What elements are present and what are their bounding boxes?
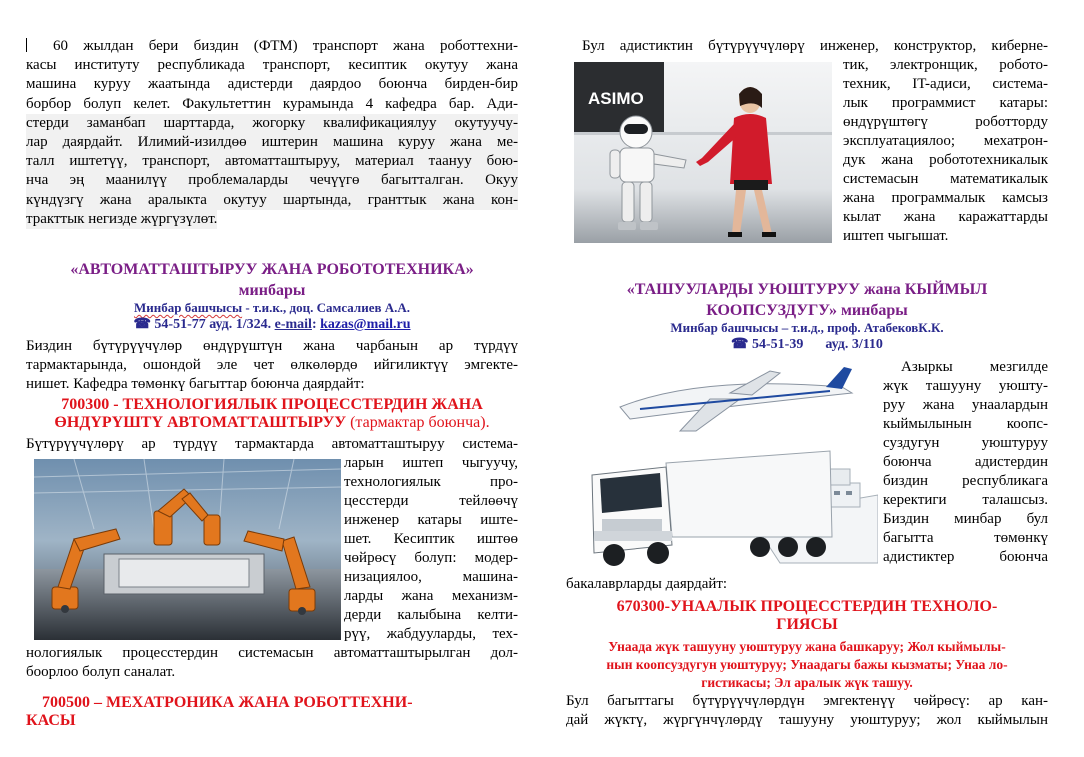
right-intro-side: [843, 56, 1048, 246]
transport-truck-plane-ship-image: [580, 367, 878, 575]
program2-heading: [26, 694, 518, 730]
transport-illustration: [580, 367, 878, 575]
section2-side-line-4: кыймылынын коопс-: [883, 416, 1048, 432]
program1-code: 700300 - ТЕХНОЛОГИЯЛЫК ПРОЦЕССТЕРДИН ЖАНА: [61, 396, 483, 413]
right-intro-side-4: өндүрүштөгү роботторду: [843, 114, 1048, 130]
program1-note: (тармактар боюнча).: [346, 414, 490, 431]
section1-head-label: Минбар башчысы: [133, 300, 243, 315]
factory-illustration: [34, 459, 341, 640]
section1-contact-prefix: 54-51-77 ауд. 1/324.: [150, 317, 275, 332]
program1-side-line-5: шет. Кесиптик иштөө: [344, 531, 518, 547]
intro-line-8: нча эң маанилүү проблемаларды чечүүгө багытталган. Окуу: [26, 171, 518, 190]
intro-paragraph: [26, 37, 518, 229]
section1-paragraph: [26, 337, 518, 394]
section2-side-line-11: адистиктер боюнча: [883, 549, 1048, 565]
robot-arms-factory-image: [34, 459, 341, 640]
asimo-illustration: [574, 62, 832, 243]
program1-tail-line-2: боорлоо болуп саналат.: [26, 664, 176, 680]
section1-head-rest: - т.и.к., доц. Самсалиев А.А.: [242, 300, 411, 315]
section1-subtitle: минбары: [238, 282, 306, 299]
section2-subtitle: минбары: [837, 302, 908, 319]
program1-body-first: Бүтүрүүчүлөрү ар түрдүү тармактарда автоматташтыруу система-: [26, 436, 518, 452]
program1-side-line-9: дерди калыбына келти-: [344, 607, 518, 623]
intro-line-5: стерди заманбап шарттарда, жогорку квалификациялуу окутуучу-: [26, 114, 518, 133]
program1-side-line-2: технологиялык про-: [344, 474, 518, 490]
right-intro-side-8: жана программалык камсыз: [843, 190, 1048, 206]
section2-contact-line: [566, 336, 1048, 353]
section2-side-line-9: Биздин минбар бул: [883, 511, 1048, 527]
program3-topic-line-3: гистикасы; Эл аралык жүк ташуу.: [701, 675, 913, 690]
section2-after-text: [566, 575, 1048, 594]
section1-email-label: e-mail: [274, 317, 312, 332]
section1-email-sep: :: [311, 317, 321, 332]
intro-line-7: талл иштетүү, транспорт, автоматташтыруу, материал таануу бою-: [26, 152, 518, 171]
program1-line2-row: [26, 414, 518, 432]
section1-title-text: «АВТОМАТТАШТЫРУУ ЖАНА РОБОТОТЕХНИКА»: [70, 261, 474, 278]
section2-side-line-1: Азыркы мезгилде: [901, 359, 1048, 375]
program1-side-line-4: инженер катары иште-: [344, 512, 518, 528]
section2-head-info: [566, 319, 1048, 353]
section2-side-line-10: багытта төмөнкү: [883, 530, 1048, 546]
section2-phone: 54-51-39: [748, 337, 804, 352]
intro-line-1: [26, 37, 518, 56]
right-intro-side-2: техник, IT-адиси, система-: [843, 76, 1048, 92]
program1-line2: ӨНДҮРҮШТҮ АВТОМАТТАШТЫРУУ: [54, 414, 347, 431]
section1-contact-line: [26, 316, 518, 333]
section2-side-line-8: керектиги талашсыз.: [883, 492, 1048, 508]
phone-icon: ☎: [133, 317, 151, 332]
intro-line-4: борбор болуп келет. Факультеттин курамында 4 кафедра бар. Ади-: [26, 95, 518, 112]
program3-topic-line-1: Унаада жүк ташууну уюштуруу жана башкаруу; Жол кыймылы-: [608, 639, 1006, 654]
program1-side-line-10: рүү, жабдууларды, тех-: [344, 626, 518, 642]
program3-line1: 670300-УНААЛЫК ПРОЦЕССТЕРДИН ТЕХНОЛО-: [616, 598, 998, 615]
section2-title-line2: КООПСУЗДУГУ»: [706, 302, 837, 319]
section1-head-line: [26, 299, 518, 316]
program3-body-line-1: Бул багыттагы бүтүрүүчүлөрдүн эмгектенүү чөйрөсү: ар кан-: [566, 693, 1048, 709]
program1-side-line-8: ларды жана механизм-: [344, 588, 518, 604]
program1-side-line-3: цесстерди тейлөөчү: [344, 493, 518, 509]
section2-side-text: [883, 358, 1048, 567]
program3-heading: [566, 598, 1048, 634]
intro-line-3: машина куруу жаатында адистерди даярдоо боюнча бирден-бир: [26, 76, 518, 93]
right-intro-first-line: Бул адистиктин бүтүрүүчүлөрү инженер, конструктор, киберне-: [582, 38, 1048, 54]
section1-line-3: нишет. Кафедра төмөнкү багыттар боюнча даярдайт:: [26, 376, 365, 392]
section2-title-line1: «ТАШУУЛАРДЫ УЮШТУРУУ жана КЫЙМЫЛ: [626, 281, 988, 298]
section2-side-line-2: жүк ташууну уюшту-: [883, 378, 1048, 394]
program1-side-line-7: низациялоо, машина-: [344, 569, 518, 585]
intro-line-6: лар даярдайт. Илимий-изилдөө иштерин машина куруу жана ме-: [26, 133, 518, 152]
program2-line1: 700500 – МЕХАТРОНИКА ЖАНА РОБОТТЕХНИ-: [42, 694, 413, 711]
program1-side-line-6: чөйрөсү болуп: модер-: [344, 550, 518, 566]
section1-line-1: Биздин бүтүрүүчүлөр өндүрүштүн жана чарбанын ар түрдүү: [26, 338, 518, 354]
section2-head-line: Минбар башчысы – т.и.д., проф. АтабековК.К.: [670, 320, 944, 335]
program3-topics: [566, 638, 1048, 692]
program3-body: [566, 692, 1048, 730]
program2-line2: КАСЫ: [26, 712, 76, 729]
section1-email-link[interactable]: kazas@mail.ru: [320, 317, 411, 332]
program1-heading: [26, 396, 518, 432]
section2-title-line2-row: [566, 300, 1048, 321]
asimo-robot-handshake-image: [574, 62, 832, 243]
right-intro-side-5: эксплуатациялоо; мехатрон-: [843, 133, 1048, 149]
right-intro-side-7: системасын математикалык: [843, 171, 1048, 187]
asimo-sign-text: ASIMO: [588, 89, 644, 108]
right-intro-side-10: иштеп чыгышат.: [843, 228, 949, 244]
section2-side-line-5: суздугун уюштуруу: [883, 435, 1048, 451]
program1-tail: [26, 644, 518, 682]
right-intro-side-6: дук жана робототехникалык: [843, 152, 1048, 168]
section2-after-line: бакалаврларды даярдайт:: [566, 576, 728, 592]
section2-room: ауд. 3/110: [825, 337, 883, 352]
intro-line-1-text: 60 жылдан бери биздин (ФТМ) транспорт жана роботтехни-: [53, 38, 518, 54]
intro-line-9: күндүзгү жана аралыкта окутуу шартында, гранттык жана кон-: [26, 191, 518, 210]
section1-title: [26, 259, 518, 301]
program1-first-line: [26, 435, 518, 454]
program1-side-line-1: ларын иштеп чыгуучу,: [344, 455, 518, 471]
section1-line-2: тармактарында, ошондой эле чет өлкөлөрдө ийгиликтүү эмгекте-: [26, 357, 518, 373]
intro-line-2: касы институту республикада транспорт, кесиптик окутуу жана: [26, 57, 518, 74]
section1-head-info: [26, 299, 518, 333]
program1-side-text: [344, 454, 518, 644]
section2-side-line-3: руу жана унаалардын: [883, 397, 1048, 413]
intro-line-10: тракттык негизде жүргүзүлөт.: [26, 210, 217, 229]
right-intro-side-3: лык программист катары:: [843, 95, 1048, 111]
section2-title: [566, 279, 1048, 321]
phone-icon: ☎: [731, 337, 749, 352]
program3-line2: ГИЯСЫ: [776, 616, 838, 633]
right-intro-side-1: тик, электронщик, робото-: [843, 57, 1048, 73]
section2-side-line-6: боюнча адистердин: [883, 454, 1048, 470]
right-intro-first: [582, 37, 1048, 56]
program3-body-line-2: дай жүктү, жүргүнчүлөрдү ташууну уюштуруу; жол кыймылын: [566, 712, 1048, 728]
program1-tail-line-1: нологиялык процесстердин системасын автоматташтырылган дол-: [26, 645, 518, 661]
program3-topic-line-2: нын коопсуздугун уюштуруу; Унаадагы бажы кызматы; Унаа ло-: [606, 657, 1008, 672]
right-intro-side-9: кылат жана каражаттарды: [843, 209, 1048, 225]
section2-side-line-7: биздин республикага: [883, 473, 1048, 489]
